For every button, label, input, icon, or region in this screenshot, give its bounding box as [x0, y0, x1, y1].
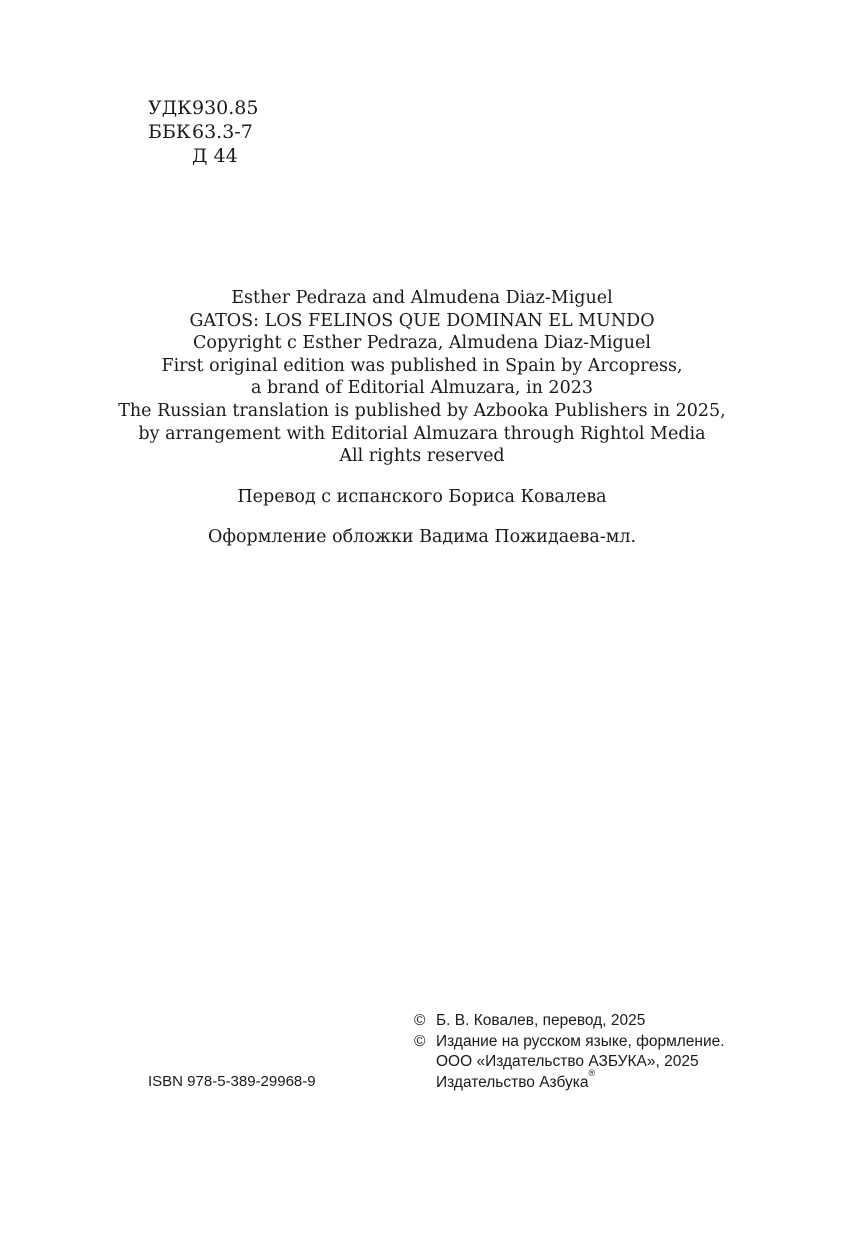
credit-rights-reserved: All rights reserved — [339, 446, 505, 467]
bbk-value: 63.3-7 — [192, 121, 253, 143]
copyright-notices — [414, 1011, 725, 1093]
udk-value: 930.85 — [192, 97, 259, 119]
copyright-symbol-icon: © — [414, 1032, 426, 1050]
registered-mark-icon: ® — [588, 1067, 596, 1078]
udk-label: УДК — [148, 97, 192, 119]
author-mark-row — [148, 144, 258, 168]
credit-russian-translation: The Russian translation is published by Azbooka Publishers in 2025, — [118, 400, 726, 421]
author-mark: Д 44 — [192, 145, 238, 167]
copyright-symbol-icon: © — [414, 1012, 426, 1029]
copyright-publisher-text: ООО «Издательство АЗБУКА», 2025 — [436, 1053, 699, 1070]
credit-copyright: Copyright с Esther Pedraza, Almudena Diaz-Miguel — [193, 333, 651, 354]
rights-credits — [0, 287, 844, 468]
copyright-edition — [414, 1032, 725, 1053]
translator-credit: Перевод с испанского Бориса Ковалева — [237, 487, 607, 507]
copyright-translation-text: Б. В. Ковалев, перевод, 2025 — [436, 1012, 646, 1029]
copyright-publisher — [414, 1052, 725, 1073]
credit-arrangement: by arrangement with Editorial Almuzara through Rightol Media — [138, 423, 706, 444]
bbk-row — [148, 120, 258, 144]
udk-row — [148, 96, 258, 120]
credit-original-title: GATOS: LOS FELINOS QUE DOMINAN EL MUNDO — [189, 310, 655, 331]
bbk-label: ББК — [148, 121, 191, 143]
classification-block — [148, 96, 258, 168]
credit-authors: Esther Pedraza and Almudena Diaz-Miguel — [231, 288, 613, 308]
copyright-imprint — [414, 1067, 725, 1094]
credit-first-edition: First original edition was published in Spain by Arcopress, — [161, 355, 683, 376]
imprint-name: Издательство Азбука — [436, 1073, 589, 1091]
isbn: ISBN 978-5-389-29968-9 — [148, 1073, 316, 1090]
copyright-translation — [414, 1011, 725, 1032]
credit-brand: a brand of Editorial Almuzara, in 2023 — [251, 378, 593, 399]
cover-design-credit: Оформление обложки Вадима Пожидаева-мл. — [207, 527, 637, 547]
copyright-edition-text: Издание на русском языке, формление. — [436, 1032, 725, 1050]
